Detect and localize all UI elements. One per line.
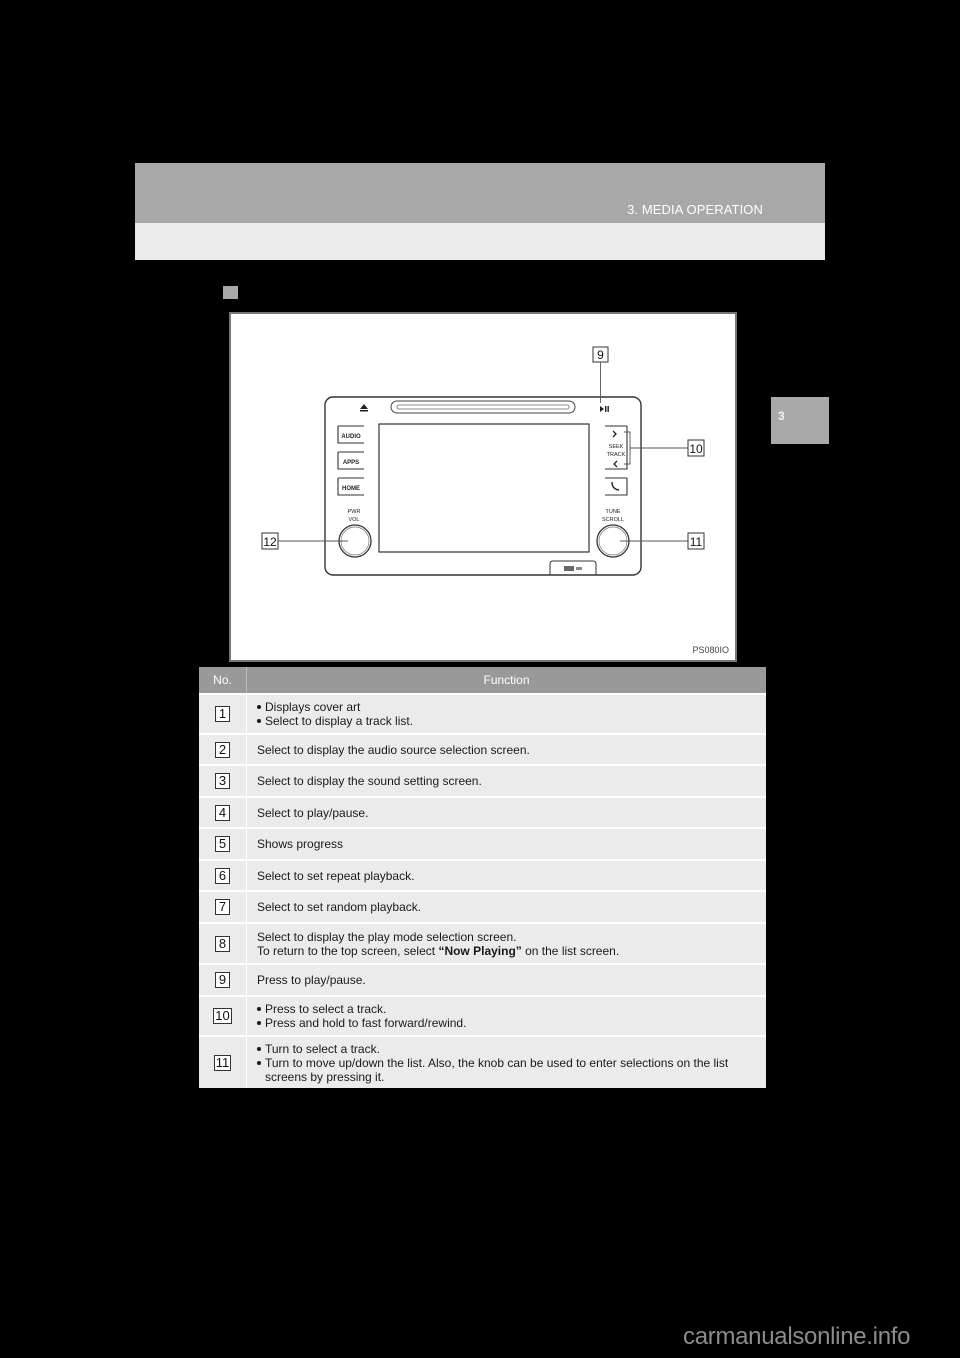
function-bullet: Select to display a track list. <box>257 714 756 728</box>
cd-slot <box>391 401 575 413</box>
function-bullet: Press to select a track. <box>257 1002 756 1016</box>
table-row <box>199 828 766 860</box>
function-text: Select to set repeat playback. <box>247 860 767 891</box>
table-row <box>199 1036 766 1088</box>
function-text: Press to play/pause. <box>247 964 767 996</box>
item-number-badge: 10 <box>215 1008 230 1023</box>
table-row <box>199 734 766 765</box>
eject-icon <box>360 404 368 409</box>
subheading-marker-icon <box>223 286 238 299</box>
svg-text:9: 9 <box>597 348 604 362</box>
item-number-badge: 6 <box>215 868 230 884</box>
function-table <box>199 667 766 1088</box>
column-header-function: Function <box>247 667 767 694</box>
table-row <box>199 923 766 964</box>
item-number-badge: 3 <box>215 773 230 789</box>
function-bullet: Press and hold to fast forward/rewind. <box>257 1016 756 1030</box>
display-screen <box>379 424 589 552</box>
item-number-badge: 9 <box>215 972 230 988</box>
svg-text:VOL: VOL <box>348 517 360 523</box>
svg-text:SEEK: SEEK <box>608 444 624 450</box>
function-text: Select to play/pause. <box>247 797 767 828</box>
head-unit-diagram <box>231 314 735 660</box>
svg-text:11: 11 <box>689 535 703 549</box>
function-text: Select to display the sound setting screen. <box>247 765 767 797</box>
seek-prev-icon <box>614 461 617 467</box>
function-text: Shows progress <box>247 828 767 860</box>
item-number-badge: 8 <box>215 936 230 952</box>
chapter-number: 3 <box>778 409 785 423</box>
head-unit-figure <box>229 312 737 662</box>
function-text: Select to display the audio source selection screen. <box>247 734 767 765</box>
table-header-row <box>199 667 766 694</box>
table-row <box>199 860 766 891</box>
function-bullet: Turn to move up/down the list. Also, the knob can be used to enter selections on the list screens by pressing it. <box>257 1056 756 1084</box>
item-number-badge: 11 <box>215 1054 230 1070</box>
table-row <box>199 797 766 828</box>
watermark-link[interactable]: carmanualsonline.info <box>683 1323 911 1350</box>
function-text: Select to set random playback. <box>247 891 767 923</box>
table-row <box>199 765 766 797</box>
svg-text:TUNE: TUNE <box>605 509 621 515</box>
figure-code: PS080IO <box>692 645 729 655</box>
page-subheader-band <box>135 223 825 260</box>
svg-text:PWR: PWR <box>347 509 361 515</box>
svg-text:12: 12 <box>263 535 277 549</box>
item-number-badge: 1 <box>215 706 230 722</box>
home-button-label: HOME <box>342 486 360 492</box>
function-text-line2: To return to the top screen, select “Now Playing” on the list screen. <box>257 943 620 958</box>
section-title: 3. MEDIA OPERATION <box>627 202 763 217</box>
phone-icon <box>612 482 619 490</box>
item-number-badge: 4 <box>215 805 230 821</box>
table-row <box>199 891 766 923</box>
column-header-no: No. <box>199 667 247 694</box>
function-bullet: Turn to select a track. <box>257 1042 756 1056</box>
audio-button-label: AUDIO <box>341 434 361 440</box>
svg-text:TRACK: TRACK <box>606 452 626 458</box>
table-row <box>199 694 766 734</box>
item-number-badge: 2 <box>215 742 230 758</box>
svg-text:SCROLL: SCROLL <box>601 517 625 523</box>
page-header-bar <box>135 163 825 223</box>
item-number-badge: 7 <box>215 899 230 915</box>
item-number-badge: 5 <box>215 836 230 852</box>
table-row <box>199 964 766 996</box>
now-playing-emphasis: “Now Playing” <box>438 943 522 958</box>
function-bullet: Displays cover art <box>257 700 756 714</box>
play-pause-icon <box>600 406 604 412</box>
function-text: Select to display the play mode selection screen. <box>257 929 517 944</box>
chapter-tab <box>771 397 829 444</box>
seek-next-icon <box>613 431 616 437</box>
table-row <box>199 996 766 1036</box>
svg-text:10: 10 <box>689 442 703 456</box>
apps-button-label: APPS <box>342 460 360 466</box>
